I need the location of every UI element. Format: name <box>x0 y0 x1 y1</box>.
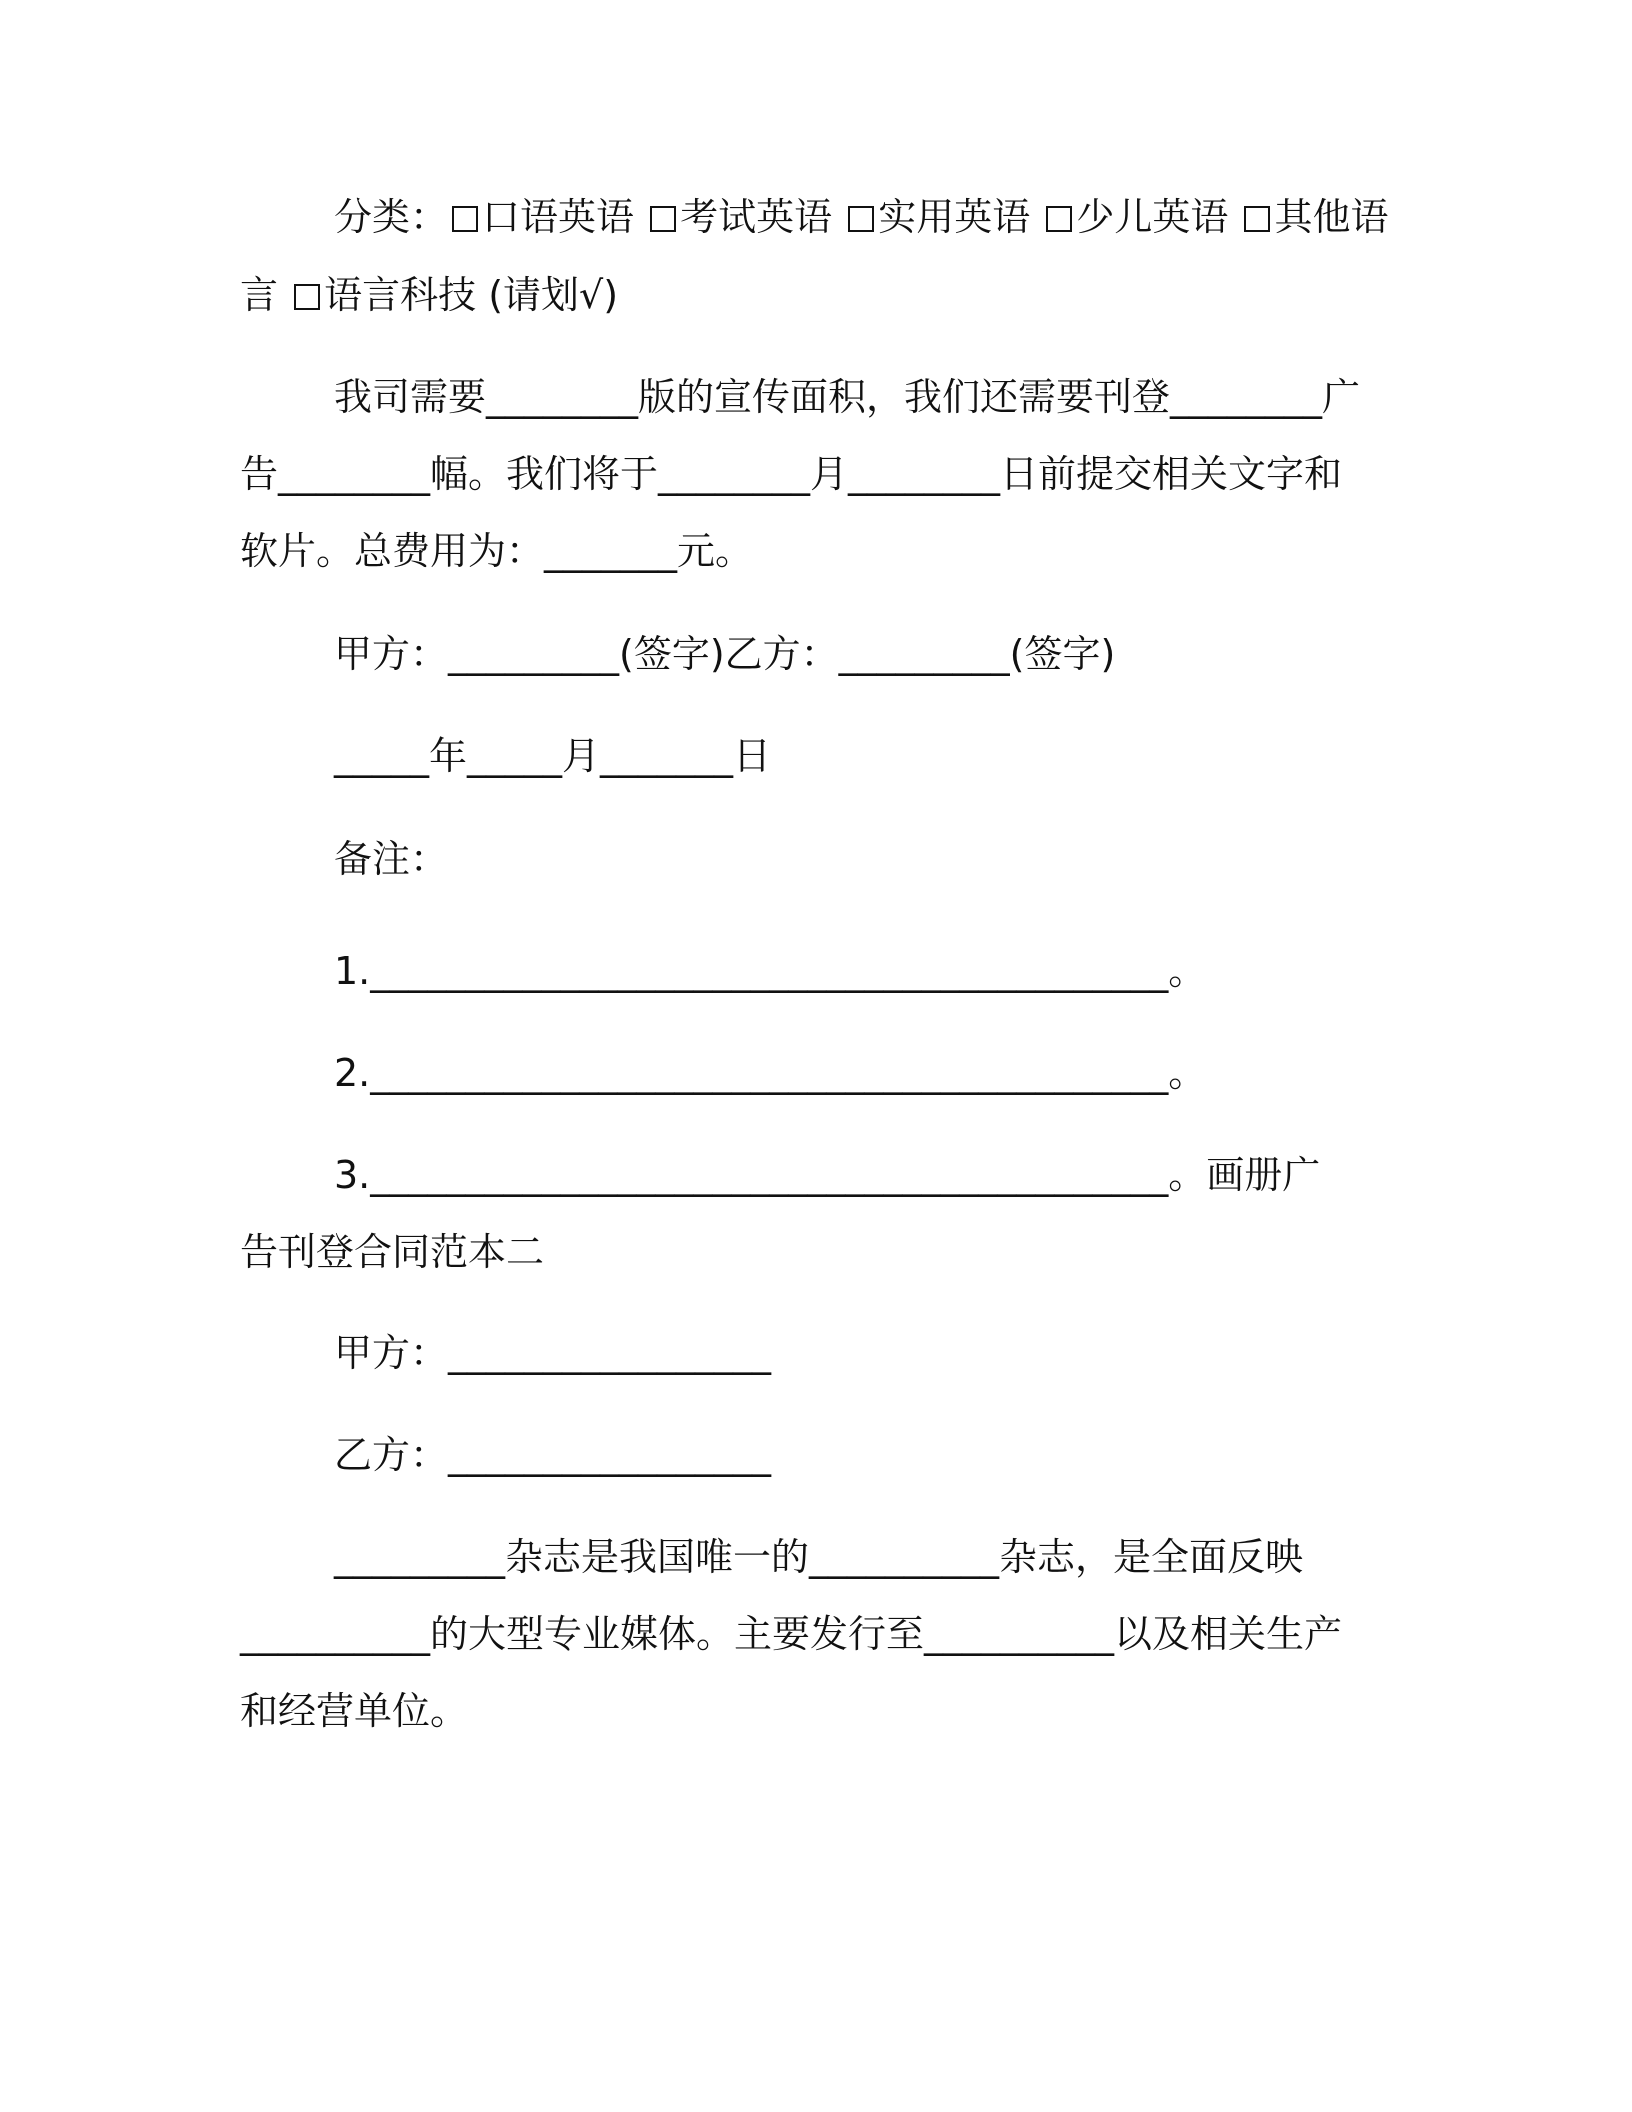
date-line: _____年_____月_______日 <box>334 734 772 778</box>
category-option-6: 语言科技 <box>324 273 477 317</box>
paragraph-2-line-3: 和经营单位。 <box>240 1689 469 1733</box>
signature-line: 甲方：_________(签字)乙方：_________(签字) <box>334 632 1116 676</box>
category-line-2 <box>240 273 619 317</box>
category-line-1 <box>334 195 1389 239</box>
checkbox[interactable] <box>1046 206 1072 232</box>
category-label: 分类： <box>334 195 449 239</box>
category-option-3: 实用英语 <box>878 195 1031 239</box>
checkbox[interactable] <box>650 206 676 232</box>
category-option-1: 口语英语 <box>482 195 635 239</box>
paragraph-1-line-2: 告________幅。我们将于________月________日前提交相关文字和 <box>240 452 1343 496</box>
remark-item-1: 1.__________________________________________。 <box>334 949 1207 993</box>
paragraph-1-line-1: 我司需要________版的宣传面积，我们还需要刊登________广 <box>334 375 1361 419</box>
category-hint: (请划√) <box>488 273 619 317</box>
paragraph-1-line-3: 软片。总费用为：_______元。 <box>240 529 754 573</box>
remarks-label: 备注： <box>334 837 449 881</box>
checkbox[interactable] <box>1244 206 1270 232</box>
checkbox[interactable] <box>848 206 874 232</box>
checkbox[interactable] <box>294 284 320 310</box>
remark-item-2: 2.__________________________________________。 <box>334 1051 1207 1095</box>
category-option-5-part2: 言 <box>240 273 279 317</box>
contract-heading-2: 告刊登合同范本二 <box>240 1230 545 1274</box>
party-a-line: 甲方：_________________ <box>334 1331 772 1375</box>
category-option-2: 考试英语 <box>680 195 833 239</box>
category-option-5-part1: 其他语 <box>1274 195 1389 239</box>
checkbox[interactable] <box>452 206 478 232</box>
paragraph-2-line-1: _________杂志是我国唯一的__________杂志，是全面反映 <box>334 1535 1304 1579</box>
party-b-line: 乙方：_________________ <box>334 1433 772 1477</box>
remark-item-3: 3.__________________________________________。画册广 <box>334 1153 1321 1197</box>
paragraph-2-line-2: __________的大型专业媒体。主要发行至__________以及相关生产 <box>240 1612 1343 1656</box>
category-option-4: 少儿英语 <box>1076 195 1229 239</box>
